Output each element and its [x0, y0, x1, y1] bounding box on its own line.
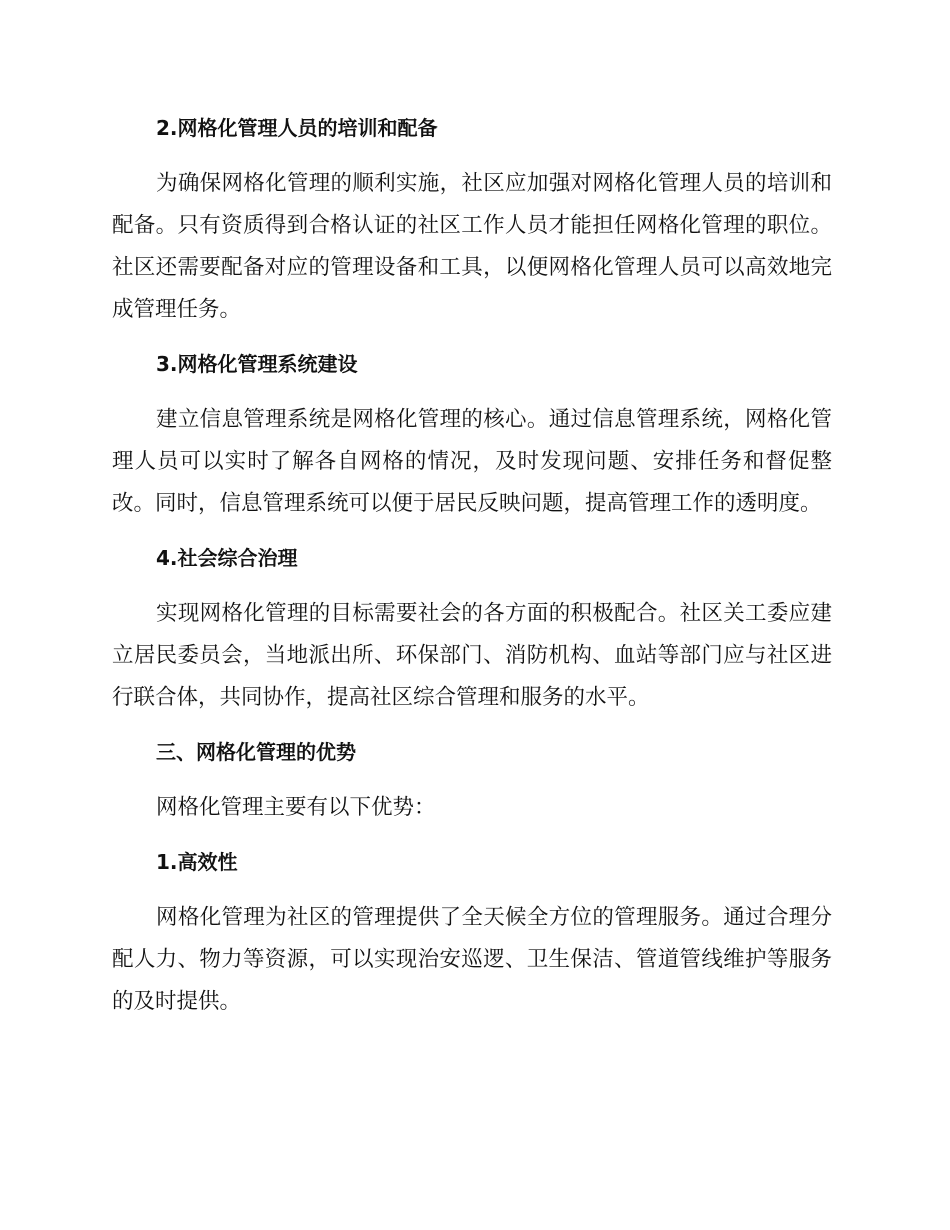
document-body — [112, 108, 832, 1036]
section-heading-staff-training: 2.网格化管理人员的培训和配备 — [156, 116, 438, 140]
paragraph-management-system: 建立信息管理系统是网格化管理的核心。通过信息管理系统，网格化管理人员可以实时了解各自网格的情况，及时发现问题、安排任务和督促整改。同时，信息管理系统可以便于居民反映问题，提高管理工作的透明度。 — [112, 407, 832, 516]
paragraph-advantages-intro: 网格化管理主要有以下优势： — [156, 795, 436, 820]
section-heading-social-governance: 4.社会综合治理 — [156, 546, 298, 570]
paragraph-social-governance: 实现网格化管理的目标需要社会的各方面的积极配合。社区关工委应建立居民委员会，当地派出所、环保部门、消防机构、血站等部门应与社区进行联合体，共同协作，提高社区综合管理和服务的水平。 — [112, 601, 832, 710]
paragraph-efficiency: 网格化管理为社区的管理提供了全天候全方位的管理服务。通过合理分配人力、物力等资源，可以实现治安巡逻、卫生保洁、管道管线维护等服务的及时提供。 — [112, 905, 832, 1014]
paragraph-staff-training: 为确保网格化管理的顺利实施，社区应加强对网格化管理人员的培训和配备。只有资质得到合格认证的社区工作人员才能担任网格化管理的职位。社区还需要配备对应的管理设备和工具，以便网格化管理人员可以高效地完成管理任务。 — [112, 171, 832, 322]
section-heading-advantages: 三、网格化管理的优势 — [156, 740, 356, 764]
section-heading-efficiency: 1.高效性 — [156, 850, 238, 874]
section-heading-management-system: 3.网格化管理系统建设 — [156, 352, 358, 376]
